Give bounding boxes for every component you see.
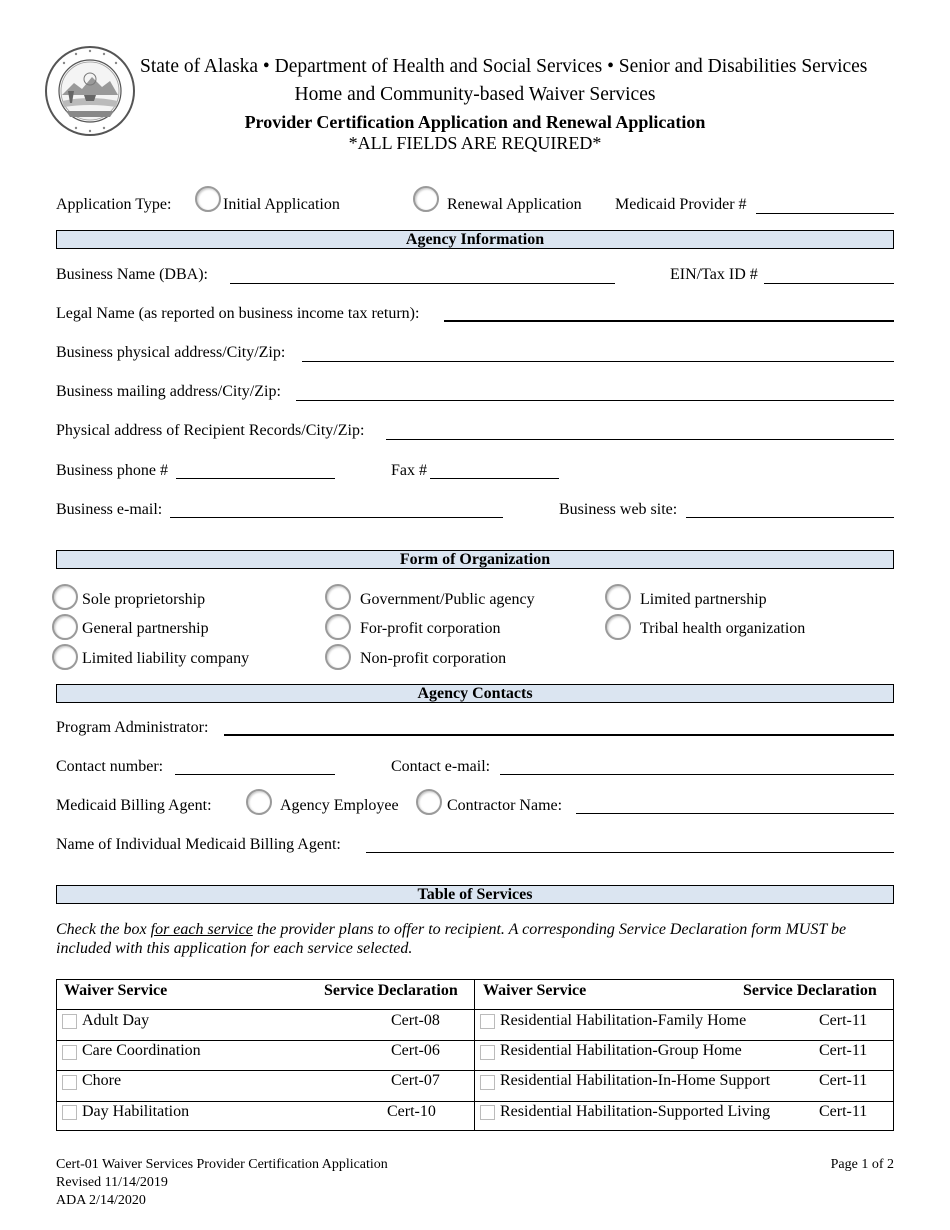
physical-address-label: Business physical address/City/Zip: xyxy=(56,344,286,361)
for-profit-corporation-radio[interactable] xyxy=(325,614,351,640)
row-line xyxy=(56,1070,894,1071)
footer-ada: ADA 2/14/2020 xyxy=(56,1193,146,1208)
res-hab-family-home-checkbox[interactable] xyxy=(480,1014,495,1029)
limited-partnership-label: Limited partnership xyxy=(640,591,767,608)
adult-day-checkbox[interactable] xyxy=(62,1014,77,1029)
legal-name-label: Legal Name (as reported on business income tax return): xyxy=(56,305,420,322)
header-agency-line: State of Alaska • Department of Health and Social Services • Senior and Disabilities Services xyxy=(140,56,868,77)
program-administrator-label: Program Administrator: xyxy=(56,719,209,736)
service-name: Chore xyxy=(82,1072,122,1089)
sole-proprietorship-label: Sole proprietorship xyxy=(82,591,206,608)
business-website-label: Business web site: xyxy=(559,501,678,518)
mailing-address-label: Business mailing address/City/Zip: xyxy=(56,383,281,400)
medicaid-billing-agent-label: Medicaid Billing Agent: xyxy=(56,797,212,814)
medicaid-provider-label: Medicaid Provider # xyxy=(615,196,747,213)
business-name-field[interactable] xyxy=(230,283,615,284)
service-name: Residential Habilitation-In-Home Support xyxy=(500,1072,771,1089)
contractor-radio[interactable] xyxy=(416,789,442,815)
contact-number-label: Contact number: xyxy=(56,758,164,775)
general-partnership-radio[interactable] xyxy=(52,614,78,640)
initial-application-label: Initial Application xyxy=(223,196,340,213)
agency-employee-label: Agency Employee xyxy=(280,797,399,814)
general-partnership-label: General partnership xyxy=(82,620,209,637)
program-administrator-field[interactable] xyxy=(224,734,894,736)
limited-liability-company-radio[interactable] xyxy=(52,644,78,670)
physical-address-field[interactable] xyxy=(302,361,894,362)
business-website-field[interactable] xyxy=(686,517,894,518)
chore-checkbox[interactable] xyxy=(62,1075,77,1090)
page-number: Page 1 of 2 xyxy=(830,1157,894,1172)
table-of-services-heading: Table of Services xyxy=(56,885,894,904)
service-name: Care Coordination xyxy=(82,1042,201,1059)
tribal-health-organization-radio[interactable] xyxy=(605,614,631,640)
required-notice: *ALL FIELDS ARE REQUIRED* xyxy=(348,133,602,153)
service-cert: Cert-08 xyxy=(391,1012,440,1029)
day-habilitation-checkbox[interactable] xyxy=(62,1105,77,1120)
row-line xyxy=(56,1101,894,1102)
initial-application-radio[interactable] xyxy=(195,186,221,212)
service-name: Residential Habilitation-Family Home xyxy=(500,1012,747,1029)
services-instruction: Check the box for each service the provider plans to offer to recipient. A corresponding Service Declaration form MUST be included with this application for each service selected. xyxy=(56,921,847,957)
ein-field[interactable] xyxy=(764,283,894,284)
limited-liability-company-label: Limited liability company xyxy=(82,650,250,667)
sole-proprietorship-radio[interactable] xyxy=(52,584,78,610)
footer-form-name: Cert-01 Waiver Services Provider Certification Application xyxy=(56,1157,388,1172)
limited-partnership-radio[interactable] xyxy=(605,584,631,610)
service-cert: Cert-07 xyxy=(391,1072,440,1089)
individual-billing-agent-field[interactable] xyxy=(366,852,894,853)
contact-email-field[interactable] xyxy=(500,774,894,775)
agency-contacts-heading: Agency Contacts xyxy=(56,684,894,703)
service-cert: Cert-11 xyxy=(819,1012,868,1029)
service-cert: Cert-11 xyxy=(819,1042,868,1059)
individual-billing-agent-label: Name of Individual Medicaid Billing Agent: xyxy=(56,836,341,853)
legal-name-field[interactable] xyxy=(444,320,894,322)
agency-information-heading: Agency Information xyxy=(56,230,894,249)
mailing-address-field[interactable] xyxy=(296,400,894,401)
business-phone-label: Business phone # xyxy=(56,462,168,479)
row-line xyxy=(56,1040,894,1041)
agency-employee-radio[interactable] xyxy=(246,789,272,815)
tribal-health-organization-label: Tribal health organization xyxy=(640,620,806,637)
right-service-header: Waiver Service xyxy=(483,982,587,999)
fax-label: Fax # xyxy=(391,462,427,479)
application-type-label: Application Type: xyxy=(56,196,172,213)
ein-label: EIN/Tax ID # xyxy=(670,266,758,283)
service-cert: Cert-11 xyxy=(819,1072,868,1089)
res-hab-group-home-checkbox[interactable] xyxy=(480,1045,495,1060)
care-coordination-checkbox[interactable] xyxy=(62,1045,77,1060)
records-address-field[interactable] xyxy=(386,439,894,440)
service-name: Residential Habilitation-Supported Living xyxy=(500,1103,771,1120)
row-line xyxy=(56,1009,894,1010)
business-name-label: Business Name (DBA): xyxy=(56,266,208,283)
contractor-name-field[interactable] xyxy=(576,813,894,814)
res-hab-in-home-support-checkbox[interactable] xyxy=(480,1075,495,1090)
contact-number-field[interactable] xyxy=(175,774,335,775)
business-email-field[interactable] xyxy=(170,517,503,518)
service-cert: Cert-11 xyxy=(819,1103,868,1120)
business-email-label: Business e-mail: xyxy=(56,501,163,518)
form-of-organization-heading: Form of Organization xyxy=(56,550,894,569)
renewal-application-radio[interactable] xyxy=(413,186,439,212)
service-name: Day Habilitation xyxy=(82,1103,190,1120)
right-declaration-header: Service Declaration xyxy=(743,982,877,999)
footer-revised: Revised 11/14/2019 xyxy=(56,1175,168,1190)
service-name: Adult Day xyxy=(82,1012,150,1029)
fax-field[interactable] xyxy=(430,478,559,479)
business-phone-field[interactable] xyxy=(176,478,335,479)
records-address-label: Physical address of Recipient Records/City/Zip: xyxy=(56,422,365,439)
service-cert: Cert-06 xyxy=(391,1042,440,1059)
renewal-application-label: Renewal Application xyxy=(447,196,582,213)
non-profit-corporation-label: Non-profit corporation xyxy=(360,650,507,667)
services-table-divider xyxy=(474,979,475,1131)
medicaid-provider-field[interactable] xyxy=(756,213,894,214)
government-agency-radio[interactable] xyxy=(325,584,351,610)
res-hab-supported-living-checkbox[interactable] xyxy=(480,1105,495,1120)
left-service-header: Waiver Service xyxy=(64,982,168,999)
government-agency-label: Government/Public agency xyxy=(360,591,535,608)
service-cert: Cert-10 xyxy=(387,1103,436,1120)
header-program-line: Home and Community-based Waiver Services xyxy=(294,84,656,105)
contractor-name-label: Contractor Name: xyxy=(447,797,563,814)
left-declaration-header: Service Declaration xyxy=(324,982,458,999)
form-title: Provider Certification Application and Renewal Application xyxy=(244,112,706,132)
for-profit-corporation-label: For-profit corporation xyxy=(360,620,501,637)
non-profit-corporation-radio[interactable] xyxy=(325,644,351,670)
contact-email-label: Contact e-mail: xyxy=(391,758,491,775)
service-name: Residential Habilitation-Group Home xyxy=(500,1042,742,1059)
